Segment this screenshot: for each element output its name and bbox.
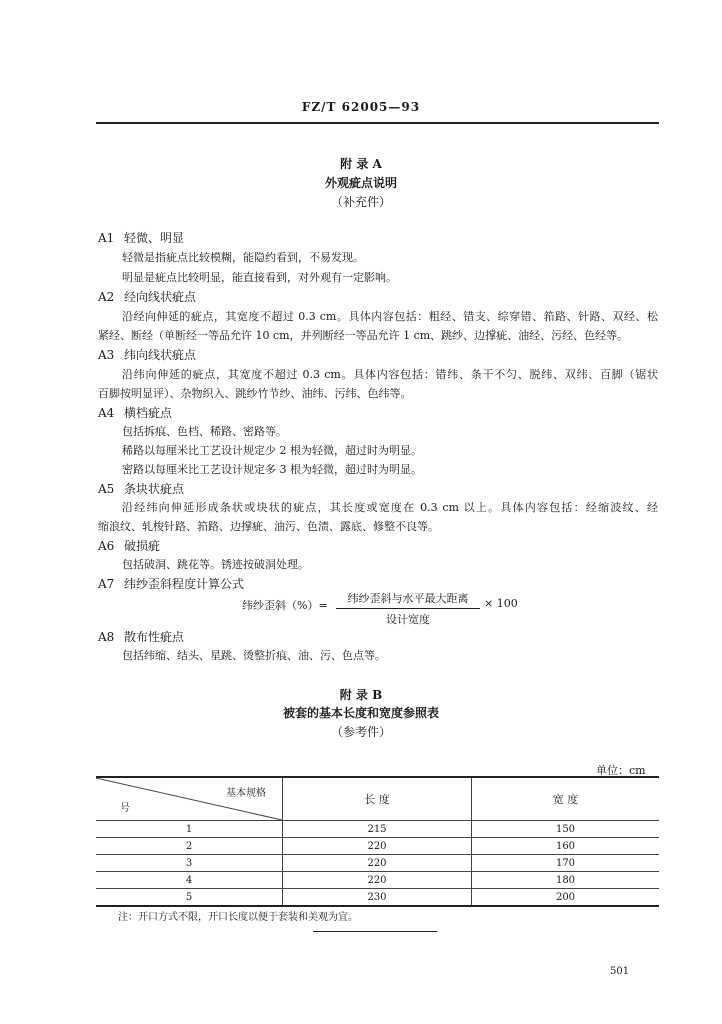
row-width: 150: [472, 821, 660, 838]
row-no: 1: [96, 821, 283, 838]
section-title: 轻微、明显: [124, 231, 185, 245]
section-code: A2: [98, 290, 115, 304]
row-width: 180: [472, 872, 660, 889]
row-no: 5: [96, 889, 283, 907]
row-no: 4: [96, 872, 283, 889]
section-title: 条块状疵点: [124, 482, 185, 496]
table-row: [96, 838, 659, 855]
formula-multiplier: × 100: [484, 597, 518, 610]
section-a1-line: 明显是疵点比较明显，能直接看到，对外观有一定影响。: [122, 271, 397, 284]
section-a4-heading: [98, 404, 172, 421]
section-title: 破损疵: [124, 539, 161, 553]
section-a5-heading: [98, 480, 184, 497]
appendix-b-note: （参考件）: [330, 725, 391, 739]
end-rule: [313, 931, 437, 932]
diag-upper-label: 基本规格: [226, 788, 266, 799]
row-length: 220: [283, 855, 472, 872]
row-no: 2: [96, 838, 283, 855]
formula-denominator: 设计宽度: [386, 613, 430, 626]
section-code: A3: [98, 348, 115, 362]
section-a8-heading: [98, 628, 184, 645]
section-a5-line: 缩浪纹、轧梭针路、筘路、边撑疵、油污、色渍、露底、修整不良等。: [98, 520, 439, 533]
section-title: 纬向线状疵点: [124, 348, 197, 362]
section-a2-line: 紧经、断经（单断经一等品允许 10 cm，并列断经一等品允许 1 cm、跳纱、边撑疵、油经、污经、色经等。: [98, 329, 629, 342]
section-code: A6: [98, 539, 115, 553]
section-a3-line: 沿纬向伸延的疵点，其宽度不超过 0.3 cm。具体内容包括：错纬、条干不匀、脱纬、双纬、百脚（锯状: [122, 368, 658, 381]
formula-lhs: 纬纱歪斜（%）=: [242, 599, 328, 612]
section-code: A8: [98, 630, 115, 644]
appendix-b-title: 被套的基本长度和宽度参照表: [282, 706, 439, 720]
row-length: 220: [283, 838, 472, 855]
section-title: 散布性疵点: [124, 630, 185, 644]
appendix-a-title: 外观疵点说明: [324, 176, 397, 190]
formula-fraction: [336, 590, 480, 627]
row-width: 200: [472, 889, 660, 907]
section-code: A5: [98, 482, 115, 496]
section-a2-heading: [98, 288, 196, 305]
formula-numerator: 纬纱歪斜与水平最大距离: [336, 590, 480, 609]
table-footnote: 注：开口方式不限，开口长度以便于套装和美观为宜。: [118, 912, 358, 923]
section-a3-line: 百脚按明显评）、杂物织入、跳纱竹节纱、油纬、污纬、色纬等。: [98, 387, 412, 400]
header-width: 宽 度: [472, 777, 660, 821]
row-no: 3: [96, 855, 283, 872]
section-a5-line: 沿经纬向伸延形成条状或块状的疵点，其长度或宽度在 0.3 cm 以上。具体内容包括：经缩波纹、经: [122, 501, 658, 514]
section-a1-line: 轻微是指疵点比较模糊，能隐约看到，不易发现。: [122, 251, 364, 264]
section-a6-line: 包括破洞、跳花等。锈迹按破洞处理。: [122, 558, 309, 571]
row-length: 230: [283, 889, 472, 907]
section-a8-line: 包括纬缩、结头、星跳、烫整折痕、油、污、色点等。: [122, 649, 386, 662]
table-header-row: [96, 777, 659, 821]
table-row: [96, 872, 659, 889]
table-row: [96, 889, 659, 907]
section-code: A1: [98, 231, 115, 245]
row-length: 215: [283, 821, 472, 838]
section-a3-heading: [98, 346, 196, 363]
header-length: 长 度: [283, 777, 472, 821]
header-rule: [96, 122, 659, 124]
section-a6-heading: [98, 537, 160, 554]
appendix-a-note: （补充件）: [330, 195, 391, 209]
table-row: [96, 821, 659, 838]
section-code: A4: [98, 406, 115, 420]
section-a4-line: 稀路以每厘米比工艺设计规定少 2 根为轻微，超过时为明显。: [122, 444, 422, 457]
row-width: 170: [472, 855, 660, 872]
section-a1-heading: [98, 229, 184, 246]
row-length: 220: [283, 872, 472, 889]
appendix-b-label: 附 录 B: [339, 688, 383, 702]
unit-label: 单位：cm: [596, 764, 646, 777]
row-width: 160: [472, 838, 660, 855]
page-number: 501: [610, 966, 630, 977]
section-title: 经向线状疵点: [124, 290, 197, 304]
diagonal-header-cell: [96, 777, 283, 821]
section-a2-line: 沿经向伸延的疵点，其宽度不超过 0.3 cm。具体内容包括：粗经、错支、综穿错、筘路、针路、双经、松: [122, 310, 658, 323]
section-a4-line: 包括拆痕、色档、稀路、密路等。: [122, 425, 287, 438]
size-reference-table: [96, 776, 659, 907]
section-title: 横档疵点: [124, 406, 173, 420]
section-a4-line: 密路以每厘米比工艺设计规定多 3 根为轻微，超过时为明显。: [122, 463, 422, 476]
standard-number: FZ/T 62005—93: [301, 100, 421, 114]
appendix-a-label: 附 录 A: [340, 157, 382, 171]
diag-lower-label: 号: [120, 803, 130, 814]
section-a7-heading: [98, 575, 244, 592]
table-row: [96, 855, 659, 872]
section-title: 纬纱歪斜程度计算公式: [124, 577, 245, 591]
section-code: A7: [98, 577, 115, 591]
